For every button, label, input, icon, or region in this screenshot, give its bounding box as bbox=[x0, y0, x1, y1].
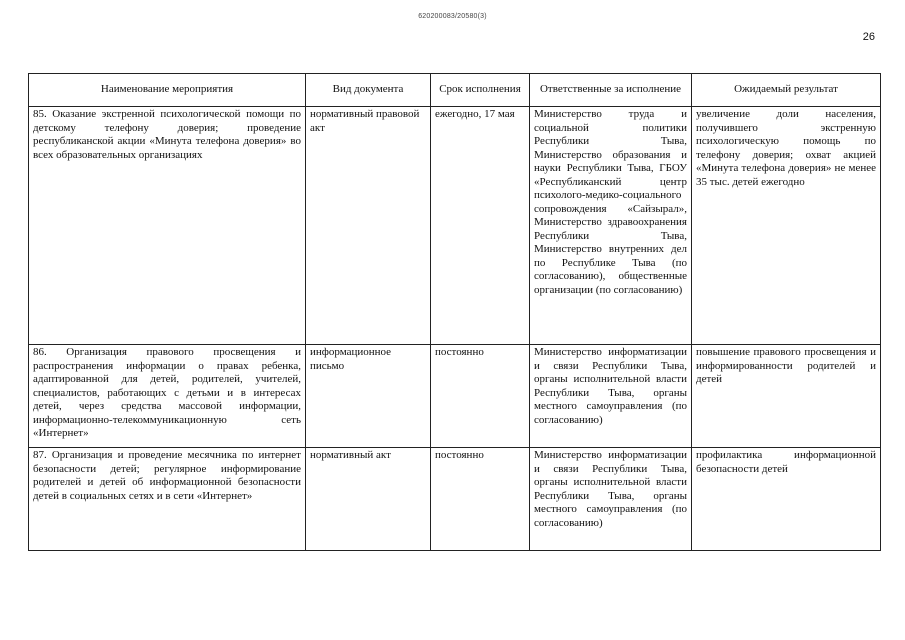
column-header-responsible: Ответственные за исполнение bbox=[530, 74, 692, 107]
cell-name: 87. Организация и проведение месячника по интернет безопасности детей; регулярное информирование родителей и детей об информационной безопасности детей в социальных сетях и в сети «Интернет» bbox=[29, 448, 306, 551]
measures-table bbox=[28, 73, 881, 551]
table-row bbox=[29, 345, 881, 448]
column-header-name: Наименование мероприятия bbox=[29, 74, 306, 107]
cell-deadline: постоянно bbox=[431, 345, 530, 448]
table-row bbox=[29, 448, 881, 551]
cell-doc-type: нормативный акт bbox=[306, 448, 431, 551]
cell-name: 85. Оказание экстренной психологической помощи по детскому телефону доверия; проведение республиканской акции «Минута телефона доверия» во всех образовательных организациях bbox=[29, 107, 306, 345]
cell-deadline: ежегодно, 17 мая bbox=[431, 107, 530, 345]
table-row bbox=[29, 107, 881, 345]
table-header-row bbox=[29, 74, 881, 107]
page-number: 26 bbox=[862, 31, 875, 43]
cell-result: повышение правового просвещения и информированности родителей и детей bbox=[692, 345, 881, 448]
column-header-deadline: Срок исполнения bbox=[431, 74, 530, 107]
column-header-result: Ожидаемый результат bbox=[692, 74, 881, 107]
cell-doc-type: нормативный правовой акт bbox=[306, 107, 431, 345]
cell-result: профилактика информационной безопасности детей bbox=[692, 448, 881, 551]
cell-responsible: Министерство информатизации и связи Республики Тыва, органы исполнительной власти Республики Тыва, органы местного самоуправления (по согласованию) bbox=[530, 448, 692, 551]
cell-doc-type: информационное письмо bbox=[306, 345, 431, 448]
cell-deadline: постоянно bbox=[431, 448, 530, 551]
cell-responsible: Министерство информатизации и связи Республики Тыва, органы исполнительной власти Республики Тыва, органы местного самоуправления (по согласованию) bbox=[530, 345, 692, 448]
column-header-doc-type: Вид документа bbox=[306, 74, 431, 107]
cell-responsible: Министерство труда и социальной политики Республики Тыва, Министерство образования и науки Республики Тыва, ГБОУ «Республиканский центр психолого-медико-социального сопровождения «Сайзырал», Министерство здравоохранения Республики Тыва, Министерство внутренних дел по Республике Тыва (по согласованию), общественные организации (по согласованию) bbox=[530, 107, 692, 345]
cell-result: увеличение доли населения, получившего экстренную психологическую помощь по телефону доверия; охват акцией «Минута телефона доверия» не менее 35 тыс. детей ежегодно bbox=[692, 107, 881, 345]
cell-name: 86. Организация правового просвещения и распространения информации о правах ребенка, адаптированной для детей, родителей, учителей, специалистов, работающих с детьми и в интересах детей, через средства массовой информации, информационно-телекоммуникационную сеть «Интернет» bbox=[29, 345, 306, 448]
document-code: 620200083/20580(3) bbox=[418, 13, 487, 20]
